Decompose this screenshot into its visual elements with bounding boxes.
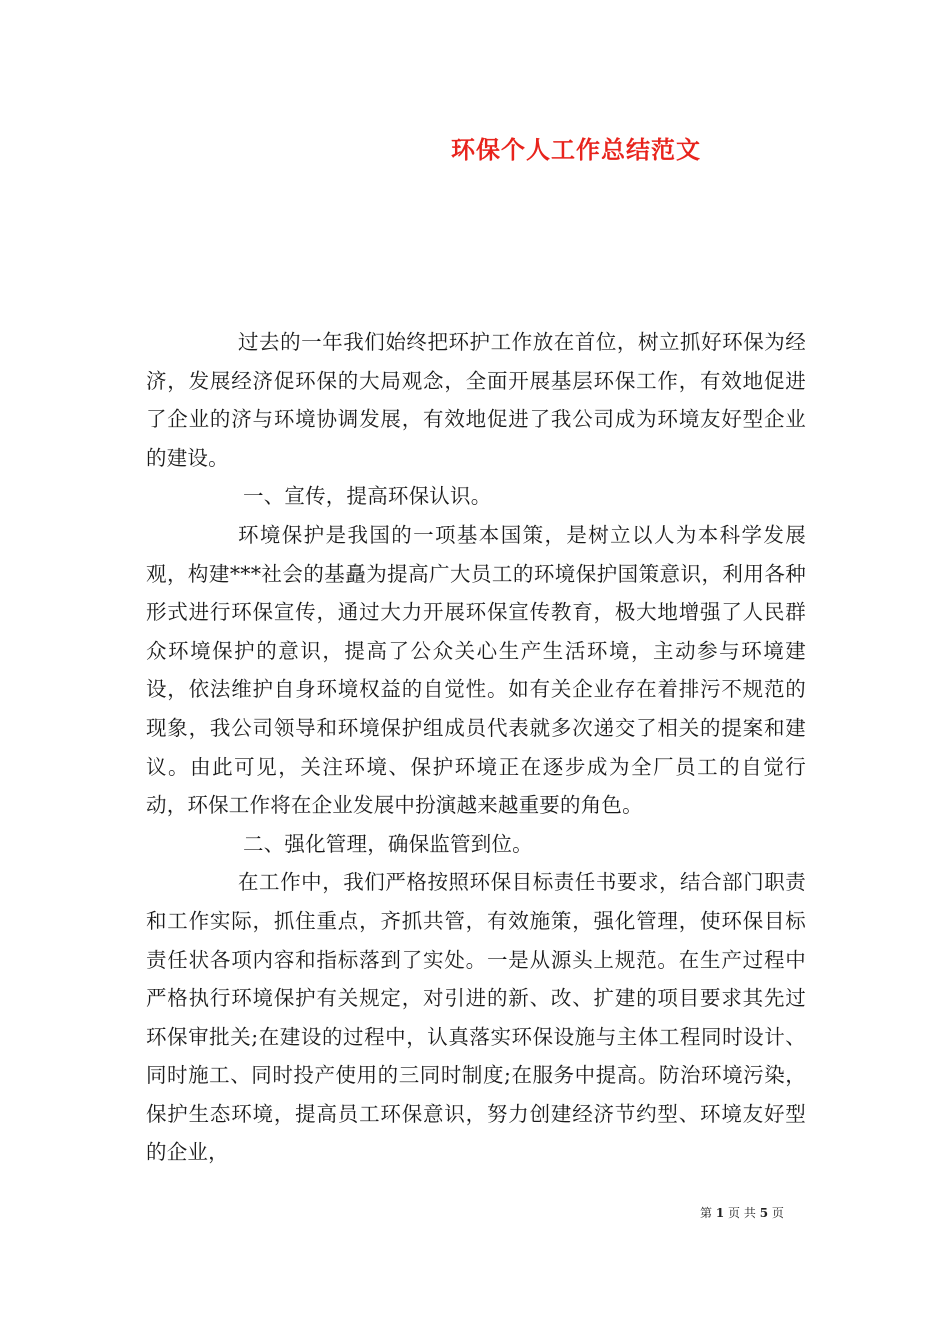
document-body — [146, 323, 806, 1172]
document-title: 环保个人工作总结范文 — [451, 135, 701, 164]
footer-suffix: 页 — [771, 1206, 784, 1220]
footer-middle: 页 共 — [728, 1206, 756, 1220]
section-heading: 一、宣传，提高环保认识。 — [243, 484, 492, 509]
body-paragraph: 环境保护是我国的一项基本国策，是树立以人为本科学发展观，构建***社会的基矗为提高广大员工的环境保护国策意识，利用各种形式进行环保宣传，通过大力开展环保宣传教育，极大地增强了人民群众环境保护的意识，提高了公众关心生产生活环境，主动参与环境建设，依法维护自身环境权益的自觉性。如有关企业存在着排污不规范的现象，我公司领导和环境保护组成员代表就多次递交了相关的提案和建议。由此可见，关注环境、保护环境正在逐步成为全厂员工的自觉行动，环保工作将在企业发展中扮演越来越重要的角色。 — [146, 522, 806, 818]
body-paragraph: 在工作中，我们严格按照环保目标责任书要求，结合部门职责和工作实际，抓住重点，齐抓共管，有效施策，强化管理，使环保目标责任状各项内容和指标落到了实处。一是从源头上规范。在生产过程中严格执行环境保护有关规定，对引进的新、改、扩建的项目要求其先过环保审批关;在建设的过程中，认真落实环保设施与主体工程同时设计、同时施工、同时投产使用的三同时制度;在服务中提高。防治环境污染，保护生态环境，提高员工环保意识，努力创建经济节约型、环境友好型的企业， — [146, 870, 806, 1165]
footer-prefix: 第 — [700, 1206, 713, 1220]
total-pages-number: 5 — [759, 1206, 769, 1220]
current-page-number: 1 — [715, 1206, 725, 1220]
section-heading: 二、强化管理，确保监管到位。 — [243, 831, 533, 856]
body-paragraph: 过去的一年我们始终把环护工作放在首位，树立抓好环保为经济，发展经济促环保的大局观念，全面开展基层环保工作，有效地促进了企业的济与环境协调发展，有效地促进了我公司成为环境友好型企业的建设。 — [146, 330, 806, 470]
page-number-footer — [700, 1205, 810, 1221]
